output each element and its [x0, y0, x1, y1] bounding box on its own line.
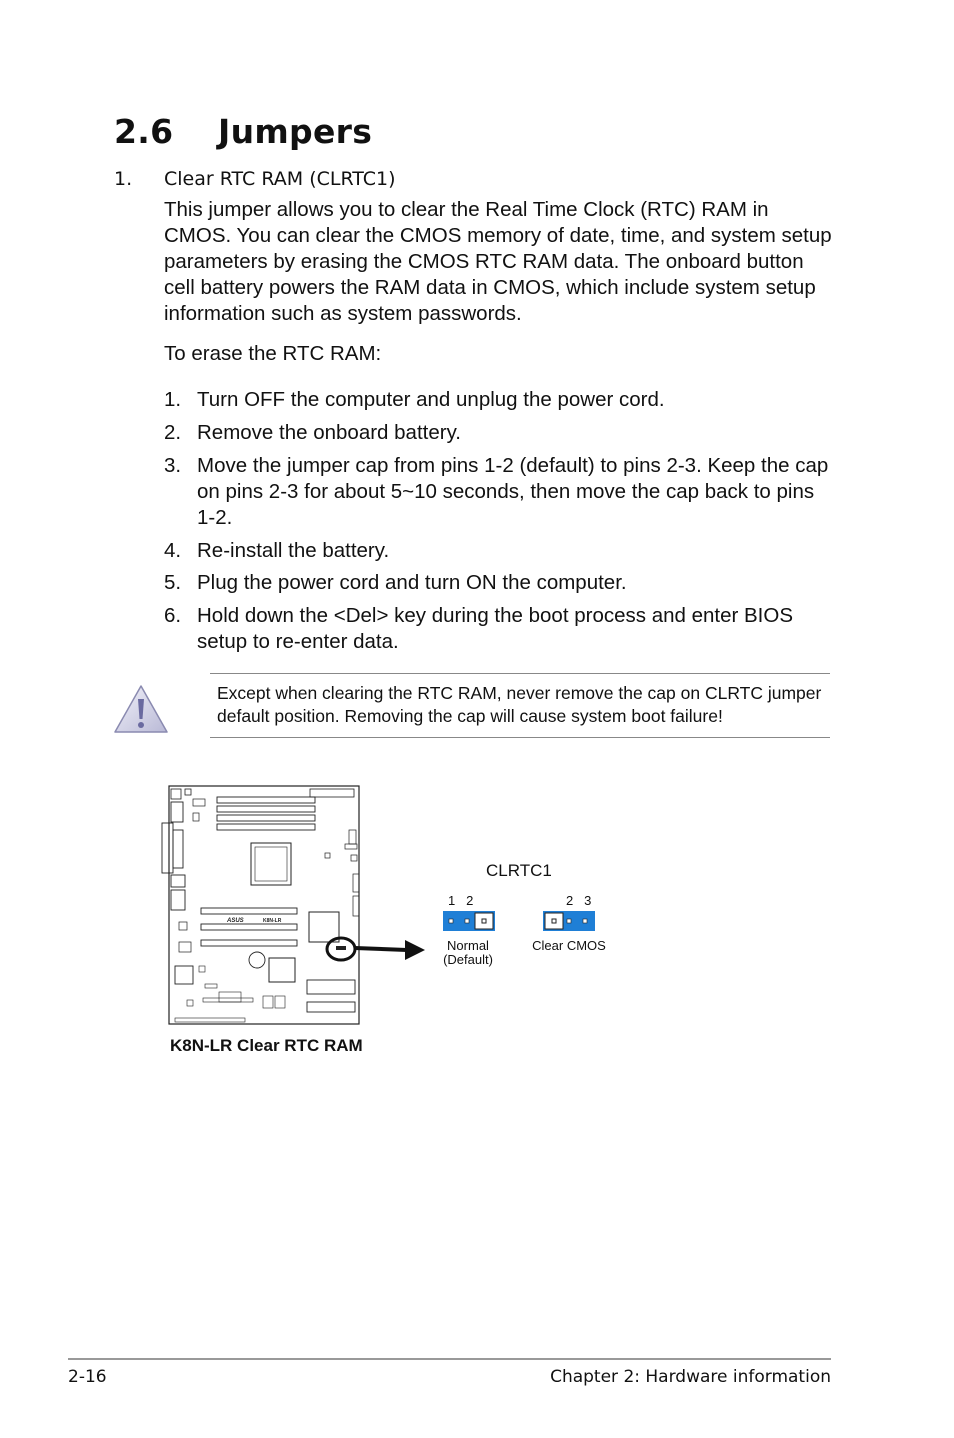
section-number: 1. — [114, 168, 133, 190]
step-number: 3. — [164, 454, 182, 477]
list-item — [164, 603, 834, 655]
heading-title: Jumpers — [218, 112, 373, 151]
pin-numbers-clear: 2 3 — [566, 893, 592, 908]
section-heading — [114, 168, 396, 190]
normal-label: Normal — [447, 938, 489, 953]
step-text: Move the jumper cap from pins 1-2 (default) to pins 2-3. Keep the cap on pins 2-3 for about 5~10 seconds, then move the cap back to pins 1-2. — [197, 454, 829, 529]
default-label: (Default) — [443, 952, 493, 967]
step-text: Turn OFF the computer and unplug the power cord. — [197, 388, 665, 411]
page-number: 2-16 — [68, 1367, 107, 1387]
list-item — [164, 453, 834, 531]
list-item — [164, 387, 834, 413]
motherboard-diagram — [155, 780, 625, 1040]
board-model: K8N-LR — [263, 918, 282, 924]
caution-triangle-icon — [112, 683, 170, 735]
list-item — [164, 420, 834, 446]
heading-number: 2.6 — [114, 112, 174, 151]
warning-text: Except when clearing the RTC RAM, never remove the cap on CLRTC jumper default position. Removing the cap will cause system boot failure! — [217, 683, 822, 726]
step-number: 4. — [164, 539, 182, 562]
jumper-name: CLRTC1 — [486, 861, 552, 880]
figure-caption: K8N-LR Clear RTC RAM — [170, 1036, 363, 1055]
step-number: 2. — [164, 421, 182, 444]
board-brand: ASUS — [227, 918, 244, 924]
clear-cmos-label: Clear CMOS — [532, 938, 606, 953]
step-text: Re-install the battery. — [197, 539, 390, 562]
erase-intro: To erase the RTC RAM: — [164, 342, 382, 365]
step-text: Plug the power cord and turn ON the computer. — [197, 571, 627, 594]
step-number: 1. — [164, 388, 182, 411]
section-title: Clear RTC RAM (CLRTC1) — [164, 168, 396, 190]
page-heading — [114, 112, 372, 151]
step-number: 6. — [164, 604, 182, 627]
footer-divider — [68, 1358, 831, 1360]
pin-numbers-normal: 1 2 — [448, 893, 474, 908]
step-number: 5. — [164, 571, 182, 594]
step-text: Remove the onboard battery. — [197, 421, 461, 444]
intro-paragraph: This jumper allows you to clear the Real Time Clock (RTC) RAM in CMOS. You can clear the CMOS memory of date, time, and system setup parameters by erasing the CMOS RTC RAM data. The onboard button cell battery powers the RAM data in CMOS, which include system setup information such as system passwords. — [164, 198, 832, 325]
step-text: Hold down the <Del> key during the boot process and enter BIOS setup to re-enter data. — [197, 604, 794, 653]
chapter-title: Chapter 2: Hardware information — [550, 1367, 831, 1387]
list-item — [164, 538, 834, 564]
list-item — [164, 570, 834, 596]
